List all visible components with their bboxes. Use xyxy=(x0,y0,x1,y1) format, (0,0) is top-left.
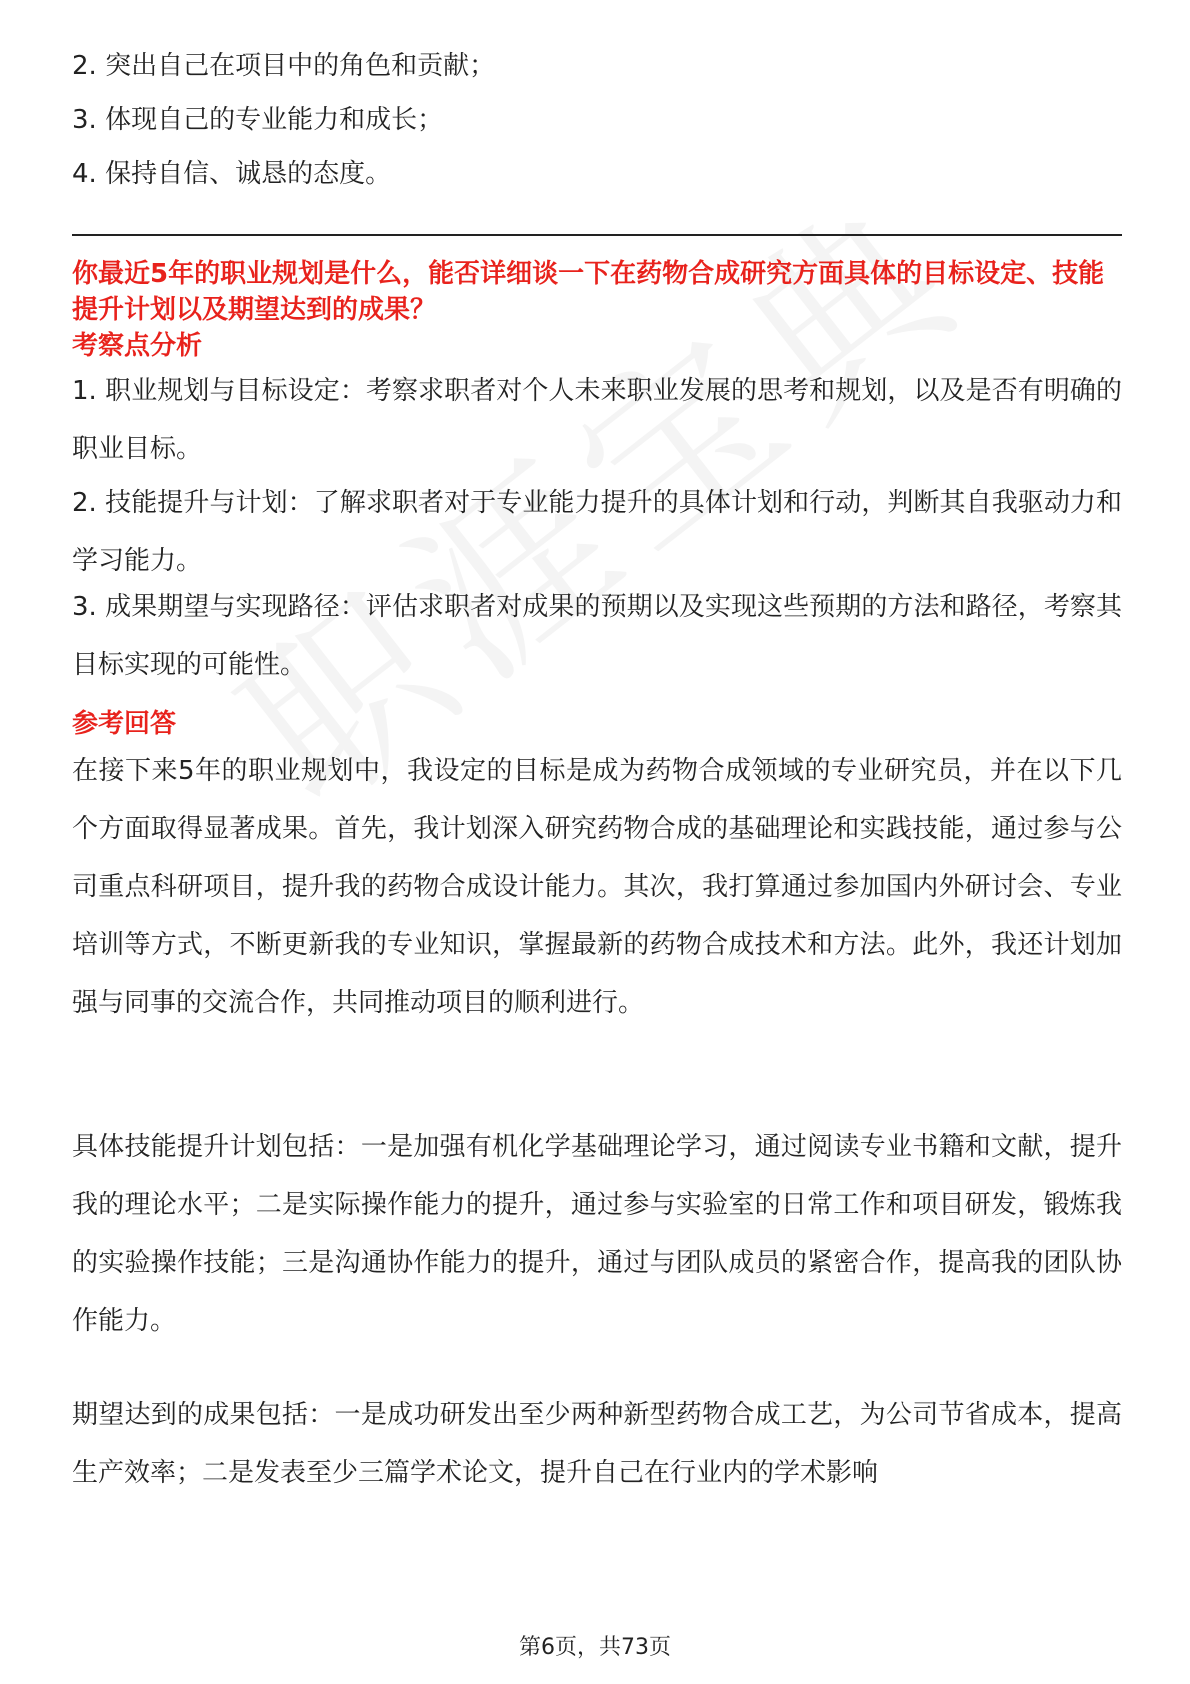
answer-heading: 参考回答 xyxy=(72,709,177,739)
answer-paragraph: 期望达到的成果包括：一是成功研发出至少两种新型药物合成工艺，为公司节省成本，提高生产效率；二是发表至少三篇学术论文，提升自己在行业内的学术影响 xyxy=(72,1400,1122,1488)
analysis-item: 1. 职业规划与目标设定：考察求职者对个人未来职业发展的思考和规划，以及是否有明确的职业目标。 xyxy=(72,376,1122,464)
page-number: 第6页，共73页 xyxy=(519,1635,671,1660)
interview-question: 你最近5年的职业规划是什么，能否详细谈一下在药物合成研究方面具体的目标设定、技能提升计划以及期望达到的成果？ xyxy=(72,259,1105,325)
analysis-heading: 考察点分析 xyxy=(72,331,203,361)
analysis-item: 2. 技能提升与计划：了解求职者对于专业能力提升的具体计划和行动，判断其自我驱动力和学习能力。 xyxy=(72,488,1122,576)
analysis-item: 3. 成果期望与实现路径：评估求职者对成果的预期以及实现这些预期的方法和路径，考察其目标实现的可能性。 xyxy=(72,592,1122,680)
section-divider xyxy=(72,234,1122,236)
list-item: 4. 保持自信、诚恳的态度。 xyxy=(72,159,392,189)
answer-paragraph: 在接下来5年的职业规划中，我设定的目标是成为药物合成领域的专业研究员，并在以下几个方面取得显著成果。首先，我计划深入研究药物合成的基础理论和实践技能，通过参与公司重点科研项目，提升我的药物合成设计能力。其次，我打算通过参加国内外研讨会、专业培训等方式，不断更新我的专业知识，掌握最新的药物合成技术和方法。此外，我还计划加强与同事的交流合作，共同推动项目的顺利进行。 xyxy=(72,756,1122,1018)
answer-paragraph: 具体技能提升计划包括：一是加强有机化学基础理论学习，通过阅读专业书籍和文献，提升我的理论水平；二是实际操作能力的提升，通过参与实验室的日常工作和项目研发，锻炼我的实验操作技能；三是沟通协作能力的提升，通过与团队成员的紧密合作，提高我的团队协作能力。 xyxy=(72,1132,1122,1336)
list-item: 2. 突出自己在项目中的角色和贡献； xyxy=(72,51,496,81)
list-item: 3. 体现自己的专业能力和成长； xyxy=(72,105,444,135)
